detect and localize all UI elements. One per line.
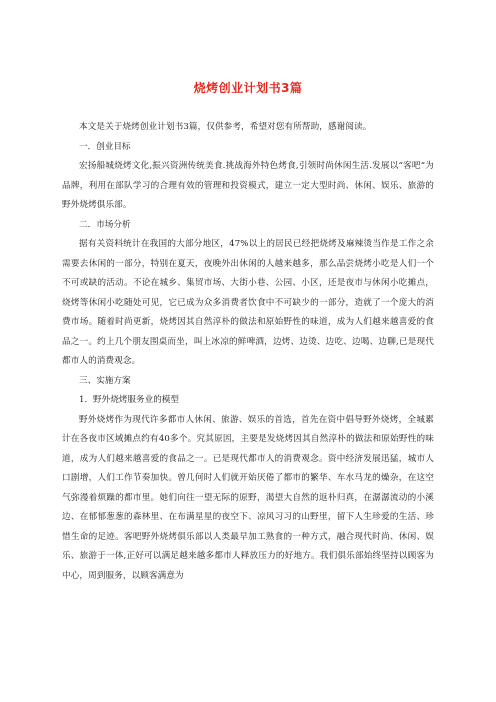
section-3-paragraph-1: 野外烧烤作为现代许多都市人休闲、旅游、娱乐的首选，首先在资中倡导野外烧烤，全城累计在各夜市区域摊点约有40多个。究其原因，主要是发烧烤因其自然淳朴的做法和原始野性的味道，成为人们越来越喜爱的食品之一。已是现代都市人的消费观念。资中经济发展迅猛，城市人口剧增，人们工作节奏加快。曾几何时人们就开始厌倦了都市的繁华、车水马龙的燥杂，在这空气弥漫着烦躁的都市里。她们向往一望无际的原野，渴望大自然的返朴归真，在潺潺流动的小溪边、在郁郁葱葱的森林里、在布满星星的夜空下、凉风习习的山野里，留下人生珍爱的生活、珍惜生命的足迹。客吧野外烧烤俱乐部以人类最早加工熟食的一种方式，融合现代时尚、休闲、娱乐、旅游于一体,正好可以满足越来越多都市人释放压力的好地方。我们俱乐部始终坚持以顾客为中心，周到服务，以顾客满意为 bbox=[62, 414, 434, 581]
section-2-paragraph: 据有关资料统计在我国的大部分地区，47%以上的居民已经把烧烤及麻辣烫当作是工作之余需要去休闲的一部分，特别在夏天，夜晚外出休闲的人越来越多，那么品尝烧烤小吃是人们一个不可或缺的活动。不论在城乡、集贸市场、大街小巷、公园、小区，还是夜市与休闲小吃摊点，烧烤等休闲小吃随处可见，它已成为众多消费者饮食中不可缺少的一部分，造就了一个庞大的消费市场。随着时尚更新，烧烤因其自然淳朴的做法和原始野性的味道，成为人们越来越喜爱的食品之一。约上几个朋友围桌而坐，叫上冰凉的鲜啤酒，边烤、边烫、边吃、边喝、边聊,已是现代都市人的消费观念。 bbox=[62, 239, 434, 366]
section-1-heading: 一．创业目标 bbox=[79, 141, 131, 152]
intro-paragraph: 本文是关于烧烤创业计划书3篇，仅供参考，希望对您有所帮助，感谢阅读。 bbox=[79, 122, 372, 132]
section-1-paragraph: 宏扬船城烧烤文化,振兴资洲传统美食.挑战海外特色烤食,引领时尚休闲生活.发展以“客吧”为品牌，利用在部队学习的合理有效的管理和投资模式，建立一定大型时尚、休闲、娱乐、旅游的野外烧烤俱乐部。 bbox=[62, 161, 434, 210]
section-3-heading: 三、实施方案 bbox=[79, 375, 131, 386]
section-2-heading: 二．市场分析 bbox=[79, 219, 131, 230]
document-title: 烧烤创业计划书3篇 bbox=[193, 81, 303, 95]
document-body bbox=[62, 118, 434, 586]
section-3-subheading-1: 1．野外烧烤服务业的模型 bbox=[79, 395, 179, 405]
